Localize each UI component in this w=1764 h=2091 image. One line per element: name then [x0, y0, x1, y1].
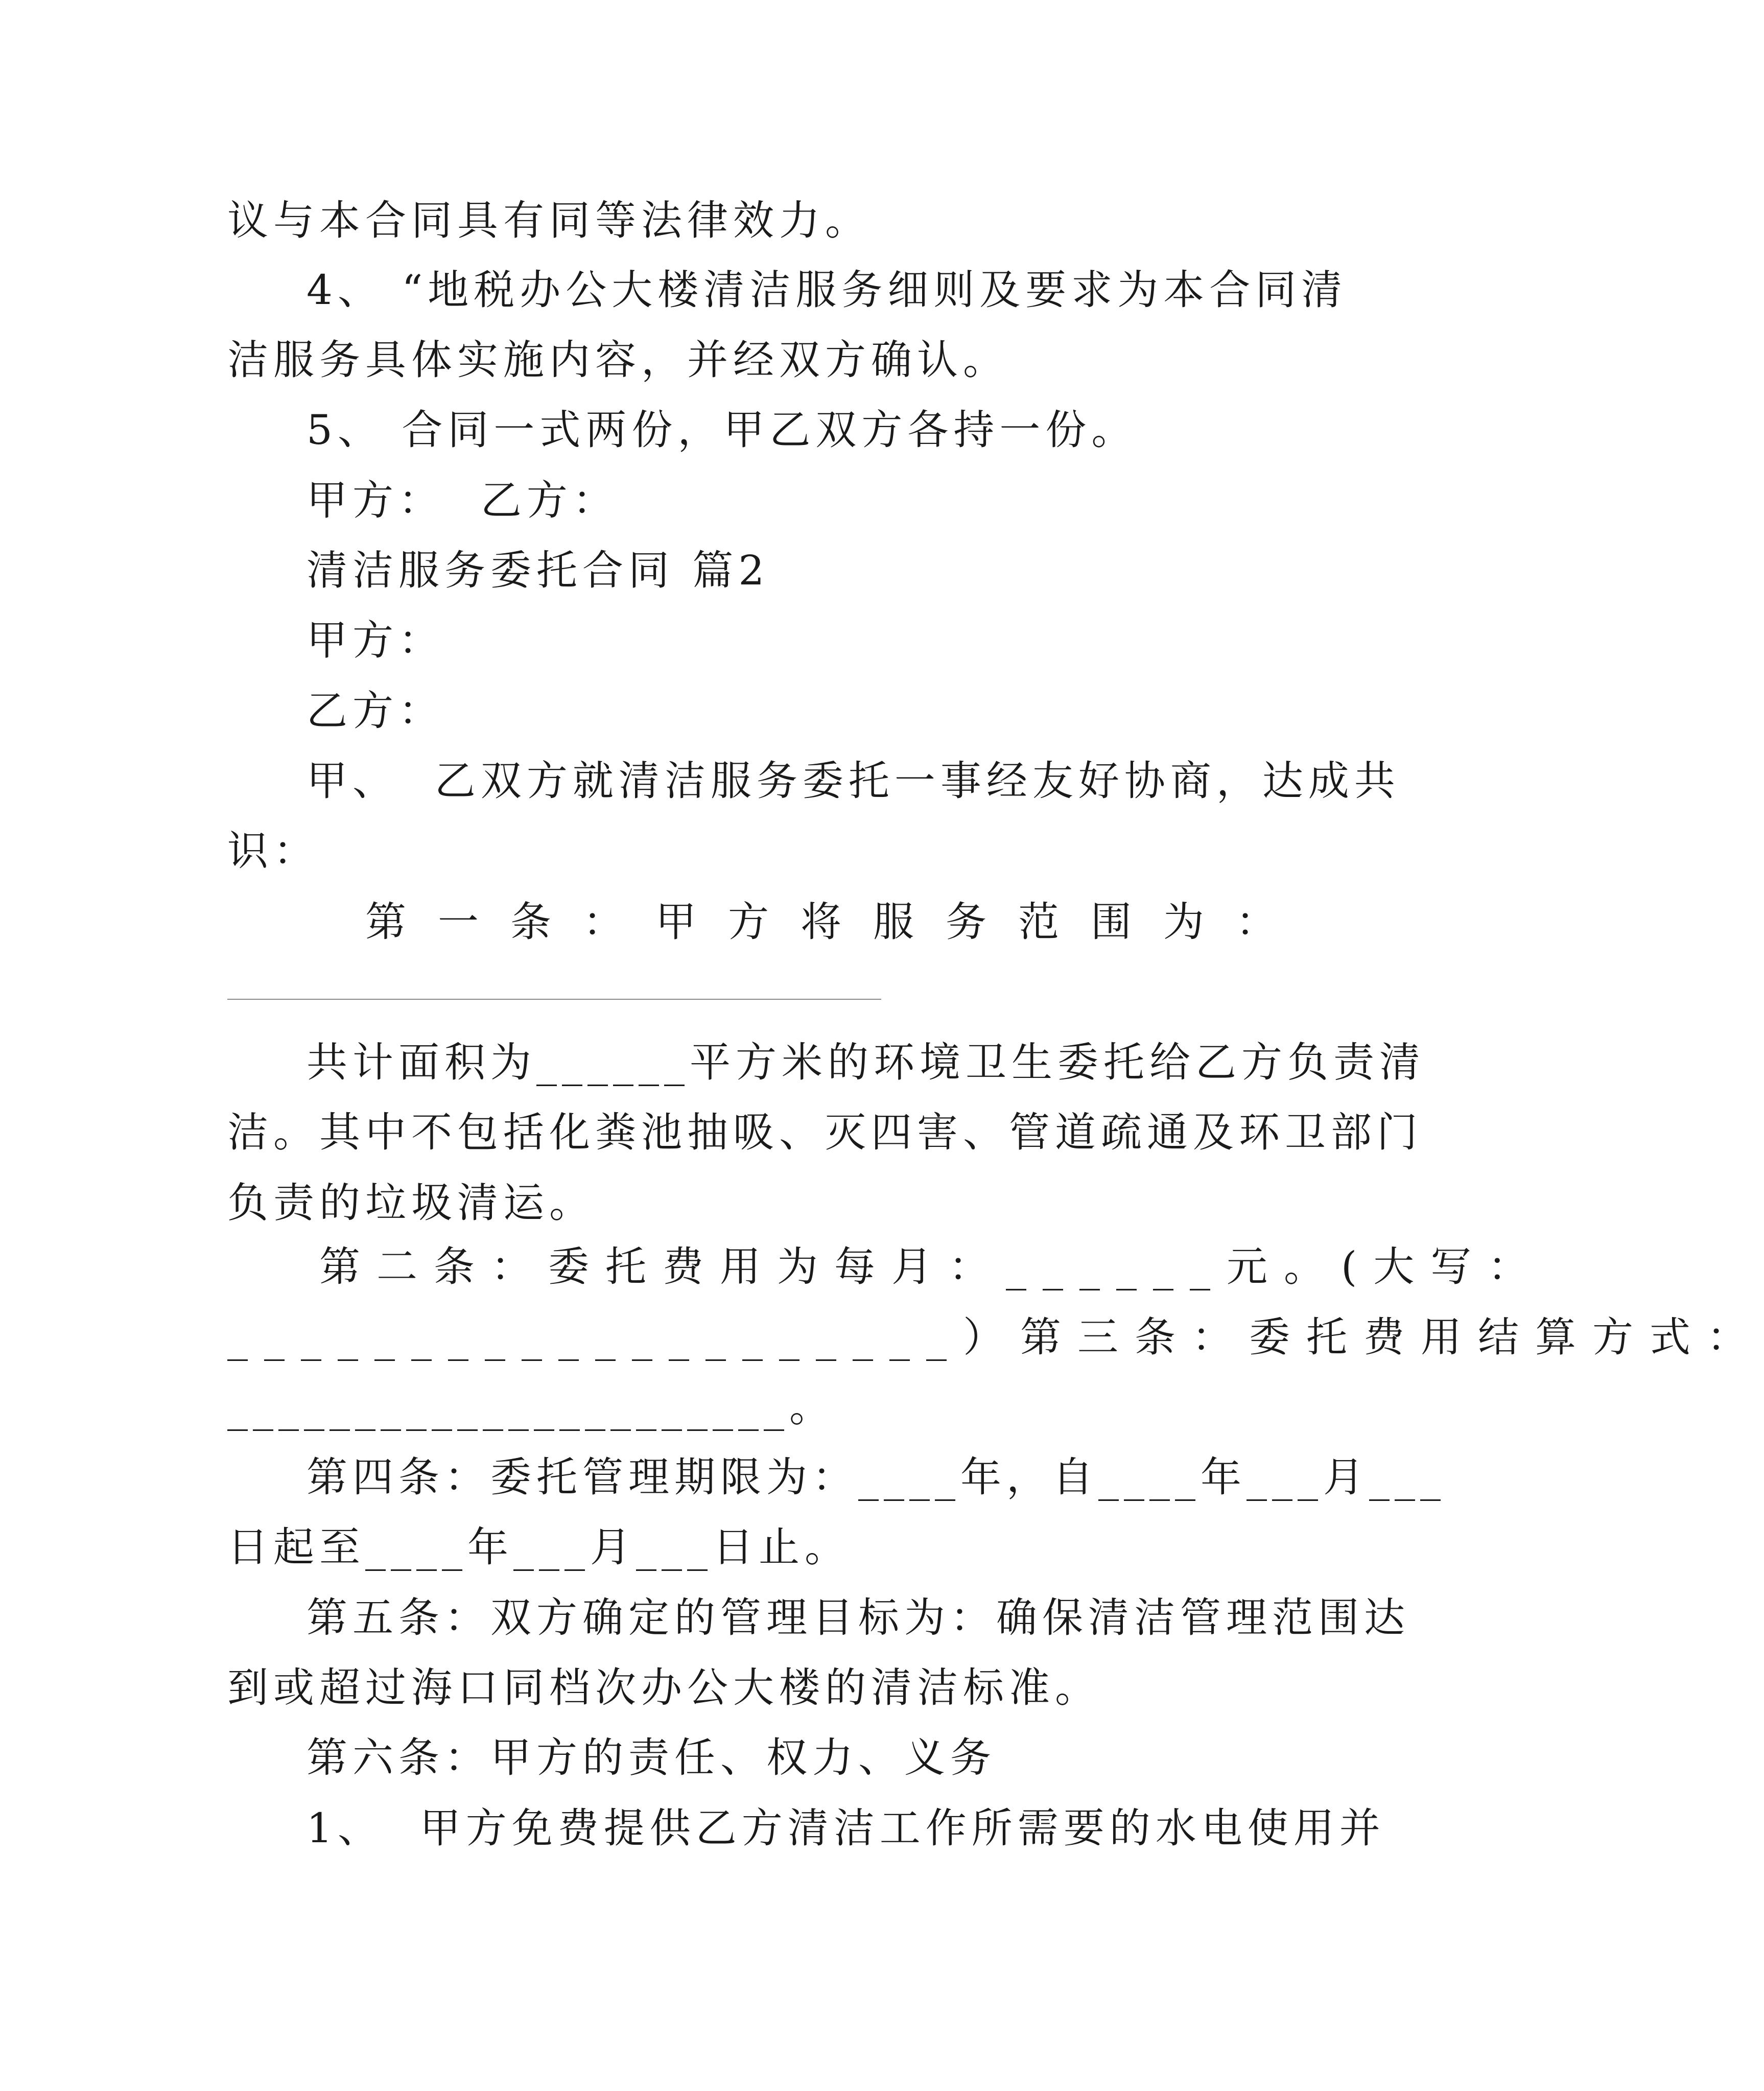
- article-6-item-1: 1、 甲方免费提供乙方清洁工作所需要的水电使用并: [307, 1804, 1385, 1852]
- article-5-line-1: 第五条：双方确定的管理目标为：确保清洁管理范围达: [307, 1594, 1410, 1641]
- clause-4-line-1: 4、 “地税办公大楼清洁服务细则及要求为本合同清: [307, 266, 1348, 314]
- paragraph-line: 议与本合同具有同等法律效力。: [227, 197, 871, 244]
- clause-5-line: 5、 合同一式两份，甲乙双方各持一份。: [307, 406, 1138, 454]
- article-4-line-2: 日起至____年___月___日止。: [227, 1523, 851, 1571]
- party-b-label: 乙方：: [307, 687, 444, 735]
- article-3-line-2: ______________________。: [227, 1383, 835, 1431]
- article-5-line-2: 到或超过海口同档次办公大楼的清洁标准。: [227, 1664, 1101, 1711]
- clause-4-line-2: 洁服务具体实施内容，并经双方确认。: [227, 336, 1009, 384]
- article-1-blank-rule: [227, 999, 881, 1000]
- preamble-line-1: 甲、 乙双方就清洁服务委托一事经友好协商，达成共: [307, 757, 1400, 805]
- article-4-line-1: 第四条：委托管理期限为：____年，自____年___月___: [307, 1453, 1446, 1501]
- article-6-heading: 第六条：甲方的责任、权力、义务: [307, 1734, 996, 1781]
- article-1-line-3: 负责的垃圾清运。: [227, 1179, 595, 1227]
- preamble-line-2: 识：: [227, 827, 319, 875]
- party-a-label: 甲方：: [307, 617, 444, 664]
- article-1-heading: 第一条：甲方将服务范围为：: [365, 898, 1308, 946]
- article-2-3-line: ____________________）第三条：委托费用结算方式：: [227, 1313, 1764, 1361]
- section-title: 清洁服务委托合同 篇2: [307, 547, 770, 594]
- article-1-line-1: 共计面积为______平方米的环境卫生委托给乙方负责清: [307, 1039, 1425, 1086]
- signature-parties-line: 甲方： 乙方：: [307, 477, 619, 524]
- article-1-line-2: 洁。其中不包括化粪池抽吸、灭四害、管道疏通及环卫部门: [227, 1109, 1423, 1156]
- article-2-line-1: 第二条：委托费用为每月：______元。(大写：: [319, 1243, 1545, 1290]
